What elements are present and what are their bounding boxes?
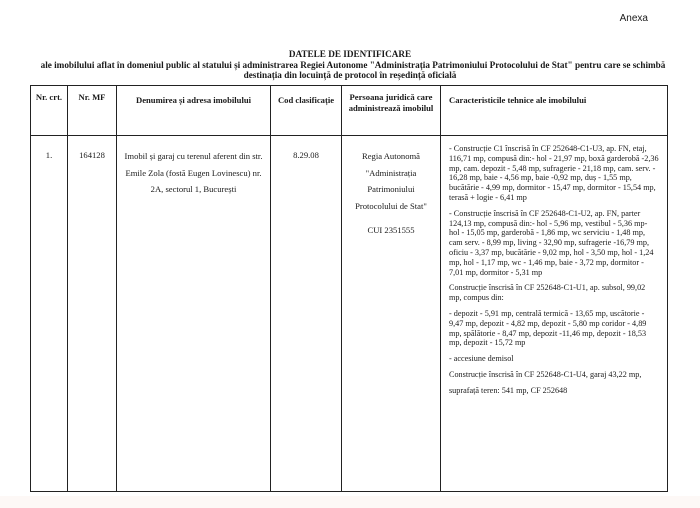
annex-label: Anexa bbox=[619, 13, 648, 24]
char-paragraph: - Construcție C1 înscrisă în CF 252648-C1-U3, ap. FN, etaj, 116,71 mp, compusă din:- hol - 21,97 mp, boxă garderobă -2,36 mp, cam. depozit - 5,48 mp, sufragerie - 21,18 mp, cam. serv. - 16,28 mp, baie - 4,56 mp, baie -0,92 mp, duș - 1,55 mp, bucătărie - 4,99 mp, dormitor - 15,47 mp, dormitor - 15,54 mp, terasă + logie - 6,41 mp bbox=[449, 144, 659, 202]
cell-nr-mf: 164128 bbox=[68, 136, 117, 492]
cell-cod: 8.29.08 bbox=[271, 136, 342, 492]
header-cod: Cod clasificație bbox=[271, 86, 342, 136]
header-caracteristici: Caracteristicile tehnice ale imobilului bbox=[441, 86, 668, 136]
char-paragraph: Construcție înscrisă în CF 252648-C1-U4, garaj 43,22 mp, bbox=[449, 369, 642, 379]
persoana-name: Regia Autonomă "Administrația Patrimoniului Protocolului de Stat" bbox=[355, 151, 427, 211]
title-line-3: destinația din locuință de protocol în reședință oficială bbox=[243, 70, 457, 80]
cell-persoana bbox=[342, 136, 441, 492]
cell-caracteristici bbox=[441, 136, 668, 492]
header-nr-mf: Nr. MF bbox=[68, 86, 117, 136]
char-paragraph: - depozit - 5,91 mp, centrală termică - 13,65 mp, uscătorie - 9,47 mp, depozit - 4,82 mp, depozit - 5,80 mp coridor - 4,89 mp, spălătorie - 8,47 mp, depozit -11,46 mp, depozit - 18,53 mp, depozit - 15,72 mp bbox=[449, 308, 647, 348]
header-denumire: Denumirea și adresa imobilului bbox=[117, 86, 271, 136]
document-title bbox=[30, 49, 670, 81]
char-paragraph: - Construcție înscrisă în CF 252648-C1-U2, ap. FN, parter 124,13 mp, compusă din:- hol - 5,96 mp, vestibul - 5,36 mp- hol - 15,05 mp, garderobă - 1,86 mp, wc serviciu - 1,48 mp, cam serv. - 8,99 mp, living - 32,90 mp, sufragerie -16,79 mp, oficiu - 3,37 mp, bucătărie - 9,02 mp, hol - 3,50 mp, hol - 1,24 mp, hol - 1,17 mp, wc - 1,46 mp, baie - 3,72 mp, dormitor - 7,01 mp, dormitor - 5,31 mp bbox=[449, 208, 654, 277]
cell-nr-crt: 1. bbox=[31, 136, 68, 492]
persoana-cui: CUI 2351555 bbox=[367, 225, 415, 235]
title-line-2: ale imobilului aflat în domeniul public al statului și administrarea Regiei Autonome "Administrația Patrimoniului Protocolului de Stat" pentru care se schimbă bbox=[40, 59, 666, 70]
table-row bbox=[31, 136, 668, 492]
char-paragraph: suprafață teren: 541 mp, CF 252648 bbox=[449, 385, 568, 395]
header-persoana: Persoana juridică care administrează imobilul bbox=[342, 86, 441, 136]
char-paragraph: - accesiune demisol bbox=[449, 354, 514, 364]
table-header-row bbox=[31, 86, 668, 136]
title-line-1: DATELE DE IDENTIFICARE bbox=[288, 49, 412, 59]
identification-table bbox=[30, 85, 668, 492]
char-paragraph: Construcție înscrisă în CF 252648-C1-U1, ap. subsol, 99,02 mp, compus din: bbox=[449, 283, 646, 303]
cell-denumire: Imobil și garaj cu terenul aferent din str. Emile Zola (fostă Eugen Lovinescu) nr. 2A, sectorul 1, București bbox=[117, 136, 271, 492]
header-nr-crt: Nr. crt. bbox=[31, 86, 68, 136]
